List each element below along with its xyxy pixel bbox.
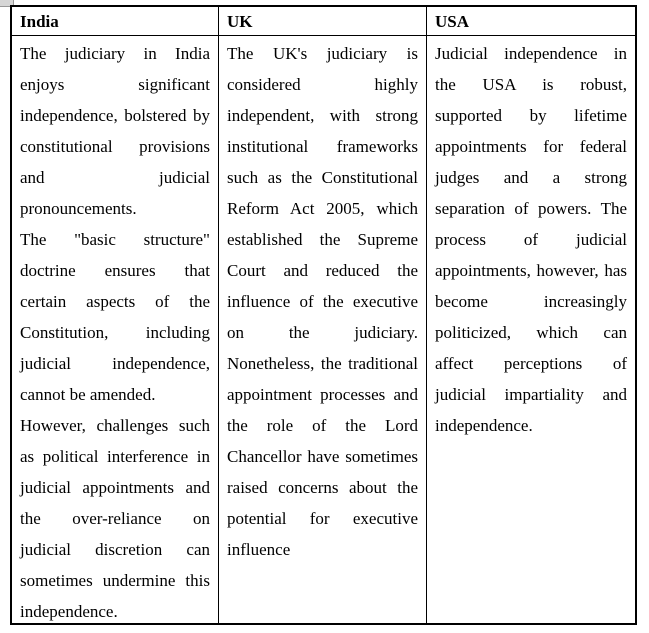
india-paragraph-1: The judiciary in India enjoys significant independence, bolstered by constitutional provisions and judicial pronouncements. — [20, 44, 210, 218]
usa-paragraph-1: Judicial independence in the USA is robust, supported by lifetime appointments for federal judges and a strong separation of powers. The process of judicial appointments, however, has become increasingly politicized, which can affect perceptions of judicial impartiality and independence. — [435, 44, 627, 435]
india-paragraph-2: The "basic structure" doctrine ensures that certain aspects of the Constitution, including judicial independence, cannot be amended. — [20, 230, 210, 404]
table-body-row — [12, 36, 635, 623]
column-header-usa[interactable]: USA — [435, 12, 470, 31]
uk-paragraph-1: The UK's judiciary is considered highly independent, with strong institutional frameworks such as the Constitutional Reform Act 2005, which established the Supreme Court and reduced the influence of the executive on the judiciary. Nonetheless, the traditional appointment processes and the role of the Lord Chancellor have sometimes raised concerns about the potential for executive influence — [227, 44, 418, 559]
column-cell-india[interactable] — [12, 36, 219, 623]
column-cell-usa[interactable] — [427, 36, 635, 623]
column-header-india[interactable]: India — [12, 7, 219, 35]
comparison-table — [10, 5, 637, 625]
table-header-row — [12, 7, 635, 36]
india-paragraph-3: However, challenges such as political interference in judicial appointments and the over-reliance on judicial discretion can sometimes undermine this independence. — [20, 416, 210, 621]
column-cell-uk[interactable] — [219, 36, 427, 623]
column-header-uk[interactable]: UK — [219, 7, 427, 35]
